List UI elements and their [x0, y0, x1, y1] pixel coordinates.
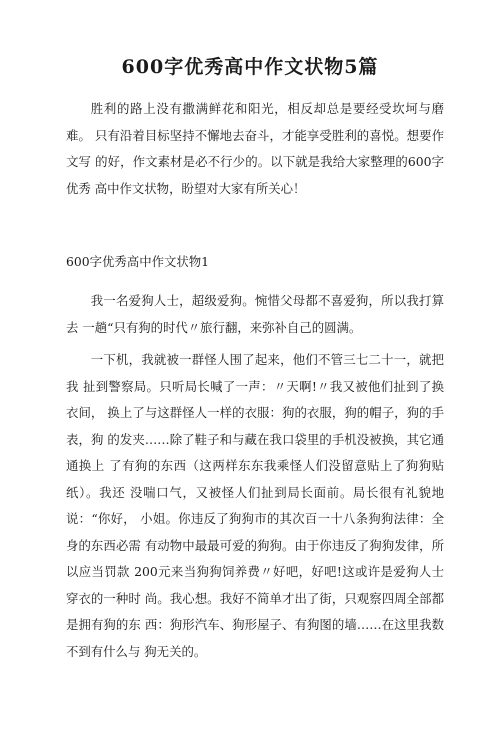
body-paragraph: 一下机，我就被一群怪人围了起来，他们不管三七二十一，就把我 扯到警察局。只听局长喊了一声：〃天啊!〃我又被他们扯到了换衣间， 换上了与这群怪人一样的衣服：狗的衣服，狗的帽子，狗的手表，狗 的发夹……除了鞋子和与藏在我口袋里的手机没被换，其它通通换上 了有狗的东西（这两样东东我乘怪人们没留意贴上了狗狗贴纸）。我还 没喘口气，又被怪人们扯到局长面前。局长很有礼貌地说：“你好， 小姐。你违反了狗狗市的其次百一十八条狗狗法律：全身的东西必需 有动物中最最可爱的狗狗。由于你违反了狗狗发律，所以应当罚款 200元来当狗狗饲养费〃好吧，好吧!这或许是爱狗人士穿衣的一种时 尚。我心想。我好不简单才出了街，只观察四周全部都是拥有狗的东 西：狗形汽车、狗形屋子、有狗图的墙……在这里我数不到有什么与 狗无关的。 — [66, 352, 444, 659]
body-paragraph: 我一名爱狗人士，超级爱狗。惋惜父母都不喜爱狗，所以我打算去 一趟“只有狗的时代〃旅行翻，来弥补自己的圆满。 — [66, 293, 444, 335]
intro-paragraph: 胜利的路上没有撒满鲜花和阳光，相反却总是要经受坎坷与磨难。 只有沿着目标坚持不懈地去奋斗，才能享受胜利的喜悦。想要作文写 的好，作文素材是必不行少的。以下就是我给大家整理的600字优秀 高中作文状物，盼望对大家有所关心！ — [66, 101, 444, 196]
section-heading: 600字优秀高中作文状物1 — [66, 254, 210, 269]
document-title: 600字优秀高中作文状物5篇 — [121, 56, 379, 78]
